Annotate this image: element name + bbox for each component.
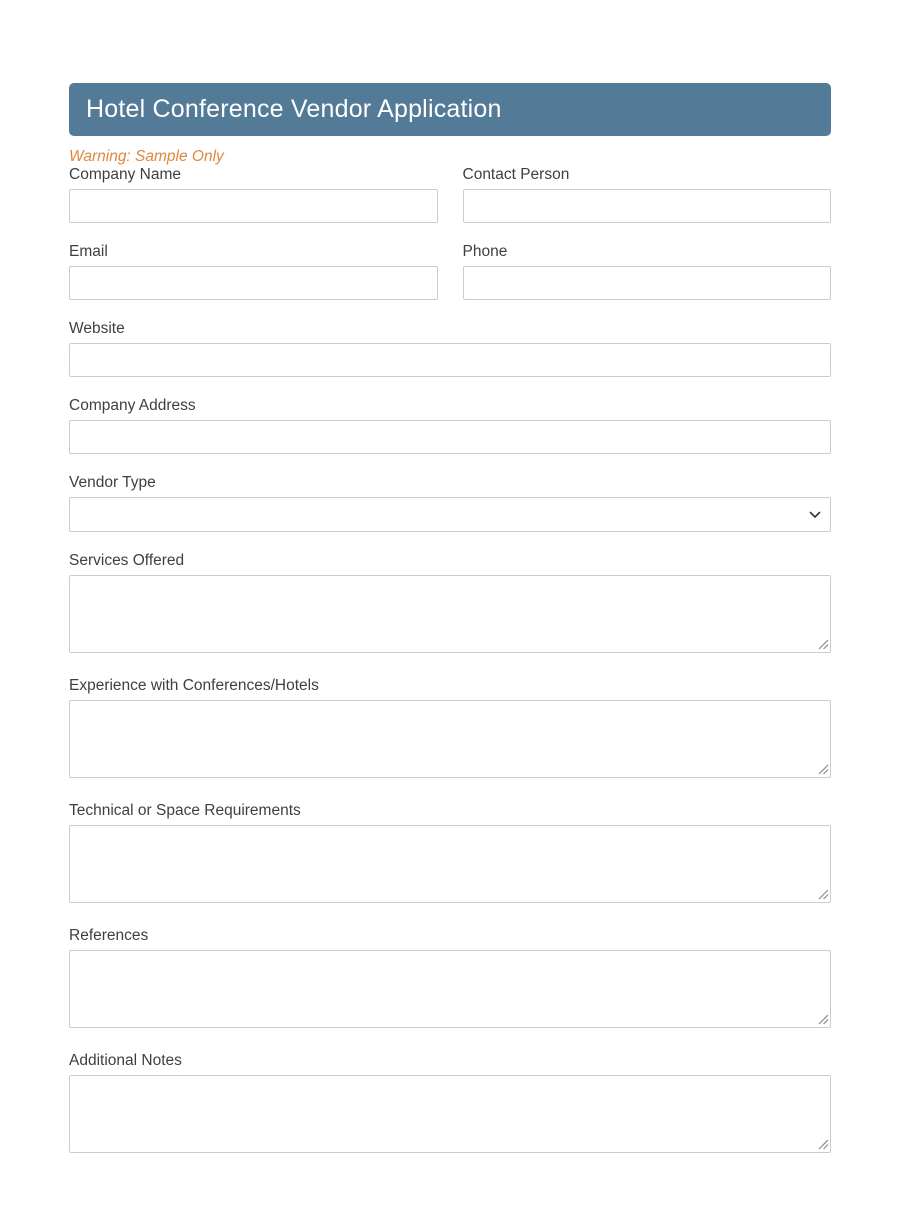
vendor-application-page <box>69 0 831 1153</box>
field-phone <box>463 243 832 300</box>
field-contact-person <box>463 166 832 223</box>
page-header <box>69 83 831 136</box>
phone-input[interactable] <box>463 266 832 300</box>
field-website <box>69 320 831 377</box>
website-input[interactable] <box>69 343 831 377</box>
experience-textarea[interactable] <box>69 700 831 778</box>
email-input[interactable] <box>69 266 438 300</box>
website-label: Website <box>69 320 125 337</box>
field-experience <box>69 677 831 778</box>
company-address-input[interactable] <box>69 420 831 454</box>
field-vendor-type <box>69 474 831 532</box>
additional-notes-label: Additional Notes <box>69 1052 182 1069</box>
contact-person-input[interactable] <box>463 189 832 223</box>
references-textarea[interactable] <box>69 950 831 1028</box>
sample-warning-text: Warning: Sample Only <box>69 148 224 165</box>
field-services-offered <box>69 552 831 653</box>
company-name-label: Company Name <box>69 166 181 183</box>
email-label: Email <box>69 243 108 260</box>
company-name-input[interactable] <box>69 189 438 223</box>
services-offered-label: Services Offered <box>69 552 185 569</box>
field-additional-notes <box>69 1052 831 1153</box>
field-references <box>69 927 831 1028</box>
vendor-type-label: Vendor Type <box>69 474 156 491</box>
technical-requirements-textarea[interactable] <box>69 825 831 903</box>
technical-requirements-label: Technical or Space Requirements <box>69 802 301 819</box>
phone-label: Phone <box>462 243 508 260</box>
company-address-label: Company Address <box>69 397 196 414</box>
services-offered-textarea[interactable] <box>69 575 831 653</box>
additional-notes-textarea[interactable] <box>69 1075 831 1153</box>
contact-person-label: Contact Person <box>462 166 570 183</box>
field-company-name <box>69 166 438 223</box>
field-email <box>69 243 438 300</box>
vendor-type-select[interactable] <box>69 497 831 532</box>
references-label: References <box>69 927 149 944</box>
field-technical-requirements <box>69 802 831 903</box>
field-company-address <box>69 397 831 454</box>
experience-label: Experience with Conferences/Hotels <box>69 677 319 694</box>
page-title: Hotel Conference Vendor Application <box>86 95 502 123</box>
